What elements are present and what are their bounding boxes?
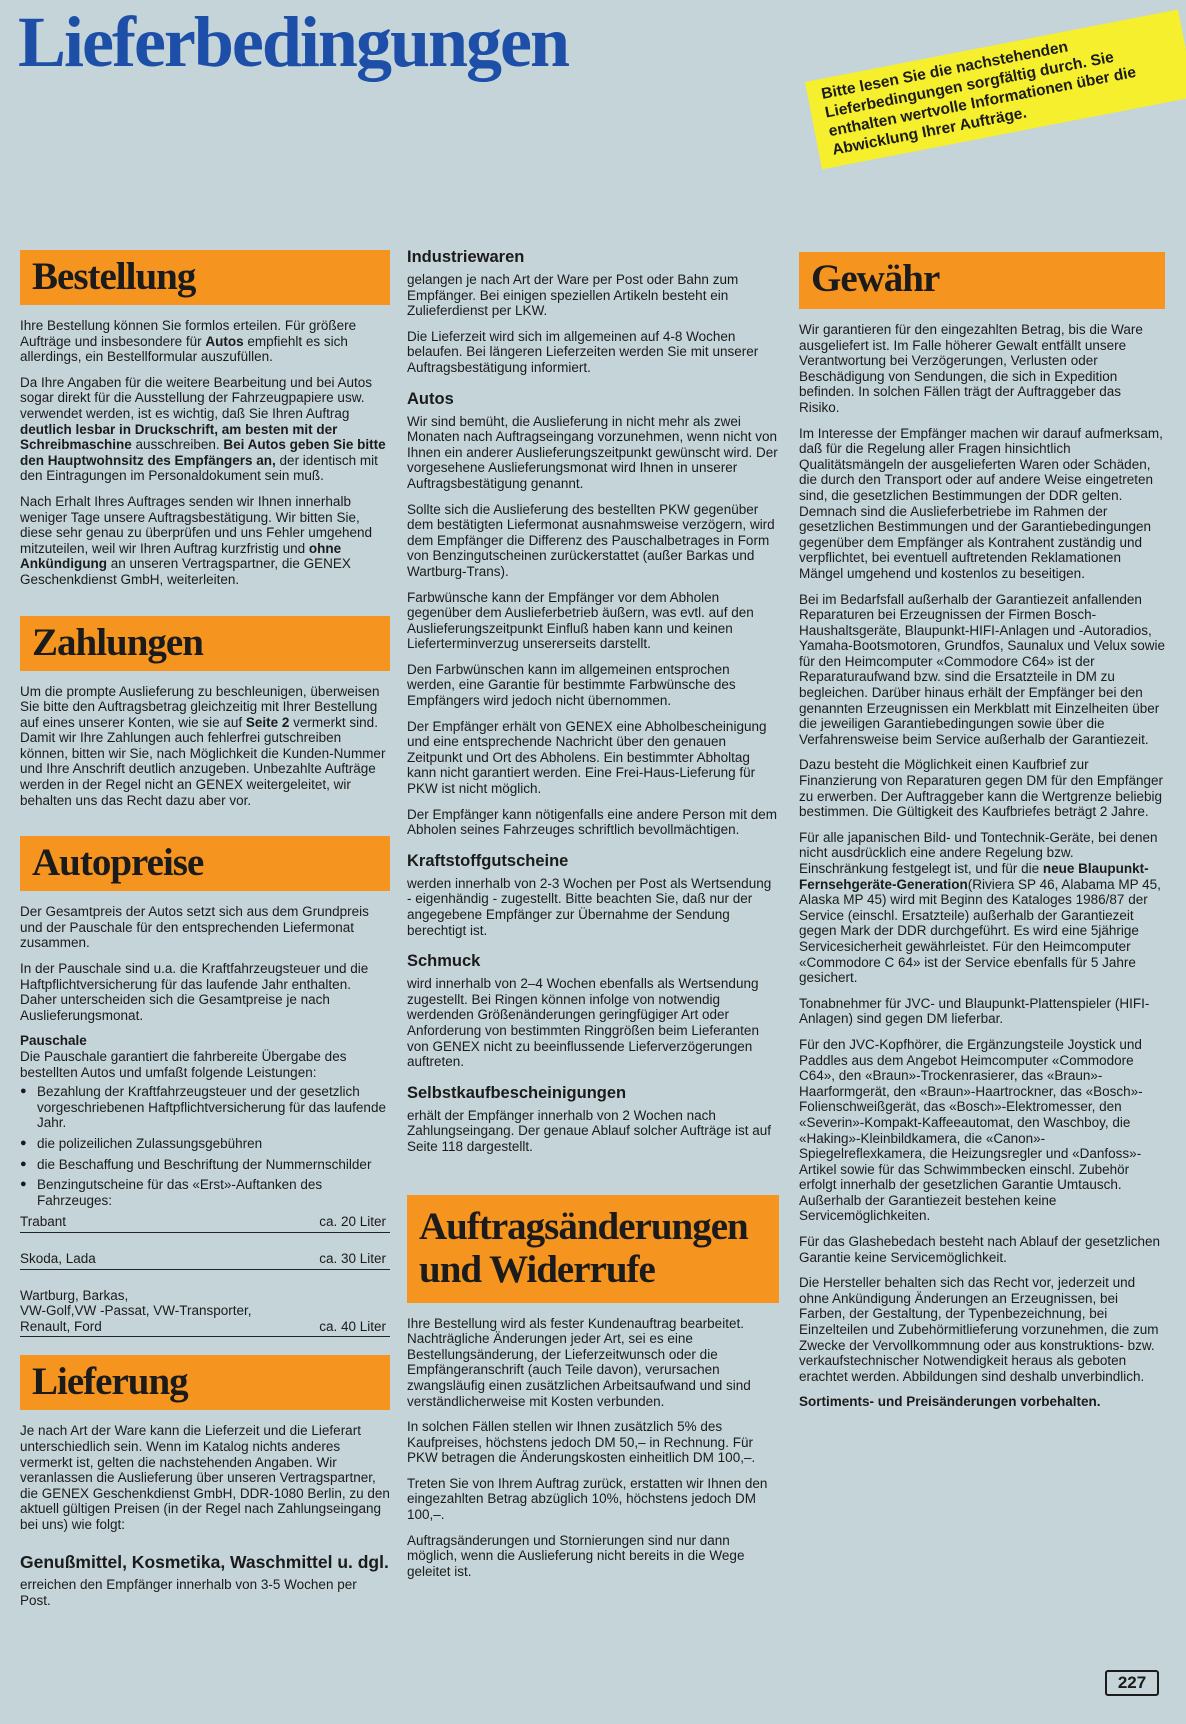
list-item: ● die Beschaffung und Beschriftung der Nummernschilder — [20, 1157, 390, 1173]
subheading-autos: Autos — [407, 389, 454, 408]
paragraph: Um die prompte Auslieferung zu beschleunigen, überweisen Sie bitte den Auftragsbetrag gleichzeitig mit Ihrer Bestellung auf eines unserer Konten, wie sie auf Seite 2 vermerkt sind. Damit wir Ihre Zahlungen auch fehlerfrei gutschreiben können, bitten wir Sie, nach Möglichkeit die Kunden-Nummer und Ihre Anschrift deutlich anzugeben. Unbezahlte Aufträge werden in der Regel nicht an GENEX weitergeleitet, wir behalten uns das Recht dazu aber vor. — [20, 683, 386, 808]
section-heading-lieferung: Lieferung — [20, 1355, 390, 1410]
paragraph: In solchen Fällen stellen wir Ihnen zusätzlich 5% des Kaufpreises, höchstens jedoch DM 50,– in Rechnung. Für PKW betragen die Änderungskosten einheitlich DM 100,–. — [407, 1419, 756, 1466]
paragraph: Der Gesamtpreis der Autos setzt sich aus dem Grundpreis und der Pauschale für den entsprechenden Liefermonat zusammen. — [20, 904, 369, 951]
paragraph: Im Interesse der Empfänger machen wir darauf aufmerksam, daß für die Regelung aller Fragen hinsichtlich Qualitätsmängeln der ausgelieferten Waren oder Schäden, die durch den Transport oder auf andere Weise eingetreten sind, die gesetzlichen Bestimmungen der DDR gelten. Demnach sind die Auslieferbetriebe im Rahmen der gesetzlichen Bestimmungen und der Garantiebedingungen gegenüber dem Empfänger als Kontrahent zuständig und verpflichtet, bei eventuell auftretenden Reklamationen Mängel umgehend und kostenlos zu beseitigen. — [799, 425, 1163, 581]
paragraph: wird innerhalb von 2–4 Wochen ebenfalls als Wertsendung zugestellt. Bei Ringen können infolge von notwendig werdenden Größenänderungen geringfügiger Art oder Anforderung von bestimmten Ringgrößen beim Lieferanten von GENEX nicht zu beeinflussende Lieferverzögerungen auftreten. — [407, 976, 759, 1070]
fuel-row — [20, 1288, 390, 1338]
paragraph: Bei im Bedarfsfall außerhalb der Garantiezeit anfallenden Reparaturen bei Erzeugnissen der Firmen Bosch-Haushaltsgeräte, Blaupunkt-HIFI-Anlagen und -Autoradios, Yamaha-Bootsmotoren, Grundfos, Saunalux und Velux sowie für den Heimcomputer «Commodore C64» ist der Reparaturaufwand bzw. sind die Ersatzteile in DM zu begleichen. Darüber hinaus erhält der Empfänger bei den genannten Erzeugnissen ein Merkblatt mit Einzelheiten über die jeweiligen Garantiebedingungen sowie über die Verfahrensweise beim Service außerhalb der Garantiezeit. — [799, 591, 1165, 747]
page-title: Lieferbedingungen — [18, 2, 569, 82]
paragraph: Wir sind bemüht, die Auslieferung in nicht mehr als zwei Monaten nach Auftragseingang vorzunehmen, wenn nicht von Ihnen ein anderer Auslieferungszeitpunkt gewünscht wird. Der vorgesehene Auslieferungsmonat wird Ihnen in unserer Auftragsbestätigung genannt. — [407, 413, 778, 491]
paragraph: Der Empfänger erhält von GENEX eine Abholbescheinigung und eine entsprechende Nachricht über den genauen Zeitpunkt und Ort des Abholens. Ein bestimmter Abholtag kann nicht garantiert werden. Eine Frei-Haus-Lieferung für PKW ist nicht möglich. — [407, 718, 767, 797]
closing-note: Sortiments- und Preisänderungen vorbehalten. — [799, 1394, 1101, 1410]
fuel-row — [20, 1251, 390, 1270]
fuel-table — [20, 1214, 390, 1337]
subheading-selbstkaufbescheinigungen: Selbstkaufbescheinigungen — [407, 1083, 627, 1102]
list-item: ● Bezahlung der Kraftfahrzeugsteuer und der gesetzlich vorgeschriebenen Haftpflichtversicherung für das laufende Jahr. — [20, 1084, 390, 1131]
paragraph: Nach Erhalt Ihres Auftrages senden wir Ihnen innerhalb weniger Tage unsere Auftragsbestätigung. Wir bitten Sie, diese sehr genau zu überprüfen und uns Fehler umgehend mitzuteilen, weil wir Ihren Auftrag kurzfristig und ohne Ankündigung an unseren Vertragspartner, die GENEX Geschenkdienst GmbH, weiterleiten. — [20, 493, 372, 587]
paragraph: erhält der Empfänger innerhalb von 2 Wochen nach Zahlungseingang. Der genaue Ablauf solcher Aufträge ist auf Seite 118 dargestellt. — [407, 1107, 771, 1154]
paragraph: Ihre Bestellung wird als fester Kundenauftrag bearbeitet. Nachträgliche Änderungen jeder Art, sei es eine Bestellungsänderung, der Lieferzeitwunsch oder die Empfängeranschrift (auch Teile davon), verursachen zwangsläufig einen zusätzlichen Arbeitsaufwand und sind verständlicherweise mit Kosten verbunden. — [407, 1315, 751, 1409]
column-left — [20, 250, 390, 1619]
subheading-industriewaren: Industriewaren — [407, 248, 525, 266]
section-heading-zahlungen: Zahlungen — [20, 616, 390, 671]
paragraph: Für den JVC-Kopfhörer, die Ergänzungsteile Joystick und Paddles aus dem Angebot Heimcomputer «Commodore C64», den «Braun»-Trockenrasierer, das «Braun»-Haarformgerät, den «Braun»-Haartrockner, das «Bosch»-Folienschweißgerät, das «Bosch»-Elektromesser, den «Severin»-Kompakt-Kaffeeautomat, den Waschboy, die «Haking»-Kleinbildkamera, die «Canon»-Spiegelreflexkamera, die Heizungsregler und «Danfoss»-Artikel sowie für das Schwimmbecken einschl. Zubehör erfolgt innerhalb der gesetzlichen Garantie Umtausch. Außerhalb der Garantiezeit bestehen keine Servicemöglichkeiten. — [799, 1036, 1143, 1224]
paragraph: Wir garantieren für den eingezahlten Betrag, bis die Ware ausgeliefert ist. Im Falle höherer Gewalt entfällt unsere Verantwortung bei Verzögerungen, Verlusten oder Beschädigung von Sendungen, die sich in Expedition befinden. In solchen Fällen trägt der Auftraggeber das Risiko. — [799, 322, 1143, 415]
list-item: ● Benzingutscheine für das «Erst»-Auftanken des Fahrzeuges: — [20, 1177, 390, 1208]
section-heading-gewaehr: Gewähr — [799, 252, 1165, 309]
paragraph: Je nach Art der Ware kann die Lieferzeit und die Lieferart unterschiedlich sein. Wenn im Katalog nichts anderes vermerkt ist, gelten die nachstehenden Angaben. Wir veranlassen die Auslieferung über unseren Vertragspartner, die GENEX Geschenkdienst GmbH, DDR-1080 Berlin, zu den aktuell gültigen Preisen (in der Regel nach Zahlungseingang bei uns) wie folgt: — [20, 1423, 390, 1532]
paragraph: Sollte sich die Auslieferung des bestellten PKW gegenüber dem bestätigten Liefermonat ausnahmsweise verzögern, wird dem Empfänger die Differenz des Pauschalbetrages in Form von Benzingutscheinen zurückerstattet (außer Barkas und Wartburg-Trans). — [407, 501, 775, 579]
section-heading-auftragsaenderungen: Auftragsänderungen und Widerrufe — [407, 1195, 779, 1303]
paragraph: Die Lieferzeit wird sich im allgemeinen auf 4-8 Wochen belaufen. Bei längeren Lieferzeiten werden Sie mit unserer Auftragsbestätigung informiert. — [407, 328, 759, 375]
paragraph: Treten Sie von Ihrem Auftrag zurück, erstatten wir Ihnen den eingezahlten Betrag abzüglich 10%, höchstens jedoch DM 100,–. — [407, 1475, 768, 1523]
paragraph: Farbwünsche kann der Empfänger vor dem Abholen gegenüber dem Auslieferbetrieb äußern, was evtl. auf den Auslieferungszeitpunkt Einfluß haben kann und keinen Lieferterminverzug unsererseits darstellt. — [407, 589, 754, 652]
section-heading-bestellung: Bestellung — [20, 250, 390, 305]
paragraph: Den Farbwünschen kann im allgemeinen entsprochen werden, eine Garantie für bestimmte Farbwünsche des Empfängers wird jedoch nicht übernommen. — [407, 661, 736, 709]
column-right — [799, 252, 1165, 1420]
fuel-amount: ca. 30 Liter — [319, 1250, 386, 1266]
paragraph: werden innerhalb von 2-3 Wochen per Post als Wertsendung - eigenhändig - zugestellt. Bitte beachten Sie, daß nur der angegebene Empfänger zur Übernahme der Sendung berechtigt ist. — [407, 875, 772, 938]
paragraph: Dazu besteht die Möglichkeit einen Kaufbrief zur Finanzierung von Reparaturen gegen DM für den Empfänger zu erwerben. Der Auftraggeber kann die Wertgrenze beliebig bestimmen. Die Gültigkeit des Kaufbriefes beträgt 2 Jahre. — [799, 757, 1163, 820]
paragraph: Die Hersteller behalten sich das Recht vor, jederzeit und ohne Ankündigung Änderungen an Erzeugnissen, bei Farben, der Gestaltung, der Typenbezeichnung, bei Einzelteilen und Zubehörmitlieferung vorzunehmen, die zum Zwecke der Vervollkommnung oder aus konstruktions- bzw. verkaufstechnischer Notwendigkeit heraus als geboten erachtet werden. Abbildungen sind deshalb unverbindlich. — [799, 1275, 1159, 1384]
pauschale-list — [20, 1084, 390, 1208]
paragraph: erreichen den Empfänger innerhalb von 3-5 Wochen per Post. — [20, 1577, 357, 1609]
fuel-car: Wartburg, Barkas, VW-Golf,VW -Passat, VW-Transporter, Renault, Ford — [20, 1287, 252, 1334]
subheading-schmuck: Schmuck — [407, 952, 481, 971]
intro-note-banner: Bitte lesen Sie die nachstehenden Lieferbedingungen sorgfältig durch. Sie enthalten wertvolle Informationen über die Abwicklung Ihrer Aufträge. — [805, 9, 1186, 169]
paragraph: Ihre Bestellung können Sie formlos erteilen. Für größere Aufträge und insbesondere für Autos empfiehlt es sich allerdings, ein Bestellformular auszufüllen. — [20, 318, 357, 365]
fuel-amount: ca. 20 Liter — [319, 1214, 386, 1230]
paragraph: Tonabnehmer für JVC- und Blaupunkt-Plattenspieler (HIFI-Anlagen) sind gegen DM lieferbar. — [799, 995, 1150, 1027]
paragraph: gelangen je nach Art der Ware per Post oder Bahn zum Empfänger. Bei einigen speziellen Artikeln besteht ein Zulieferdienst per LKW. — [407, 272, 739, 319]
fuel-car: Skoda, Lada — [20, 1250, 96, 1266]
subheading-kraftstoffgutscheine: Kraftstoffgutscheine — [407, 851, 569, 870]
paragraph: Der Empfänger kann nötigenfalls eine andere Person mit dem Abholen seines Fahrzeuges schriftlich bevollmächtigen. — [407, 806, 777, 838]
paragraph: In der Pauschale sind u.a. die Kraftfahrzeugsteuer und die Haftpflichtversicherung für das laufende Jahr enthalten. Daher unterscheiden sich die Gesamtpreise je nach Auslieferungsmonat. — [20, 961, 369, 1023]
section-heading-autopreise: Autopreise — [20, 836, 390, 891]
subheading-genussmittel: Genußmittel, Kosmetika, Waschmittel u. dgl. — [20, 1552, 389, 1573]
page-number: 227 — [1105, 1670, 1159, 1696]
pauschale-label: Pauschale — [20, 1033, 87, 1049]
fuel-row — [20, 1214, 390, 1233]
paragraph: Für das Glashebedach besteht nach Ablauf der gesetzlichen Garantie keine Servicemöglichkeit. — [799, 1234, 1160, 1265]
fuel-amount: ca. 40 Liter — [319, 1318, 386, 1334]
list-item: ● die polizeilichen Zulassungsgebühren — [20, 1136, 390, 1152]
column-middle — [407, 248, 779, 1589]
paragraph: Für alle japanischen Bild- und Tontechnik-Geräte, bei denen nicht ausdrücklich eine andere Regelung bzw. Einschränkung festgelegt ist, und für die neue Blaupunkt-Fernsehgeräte-Generation(Riviera SP 46, Alabama MP 45, Alaska MP 45) wird mit Beginn des Kataloges 1986/87 der Service (einschl. Ersatzteile) außerhalb der Garantiezeit gegen Mark der DDR durchgeführt. Es wird eine 5jährige Servicesicherheit gewährleistet. Für den Heimcomputer «Commodore C 64» ist der Service ebenfalls für 5 Jahre gesichert. — [799, 829, 1161, 986]
fuel-car: Trabant — [20, 1214, 67, 1230]
paragraph: Die Pauschale garantiert die fahrbereite Übergabe des bestellten Autos und umfaßt folgende Leistungen: — [20, 1049, 347, 1080]
paragraph: Auftragsänderungen und Stornierungen sind nur dann möglich, wenn die Auslieferung nicht bereits in die Wege geleitet ist. — [407, 1532, 745, 1579]
paragraph: Da Ihre Angaben für die weitere Bearbeitung und bei Autos sogar direkt für die Ausstellung der Fahrzeugpapiere usw. verwendet werden, ist es wichtig, daß Sie Ihren Auftrag deutlich lesbar in Druckschrift, am besten mit der Schreibmaschine ausschreiben. Bei Autos geben Sie bitte den Hauptwohnsitz des Empfängers an, der identisch mit den Eintragungen im Personaldokument sein muß. — [20, 374, 386, 484]
